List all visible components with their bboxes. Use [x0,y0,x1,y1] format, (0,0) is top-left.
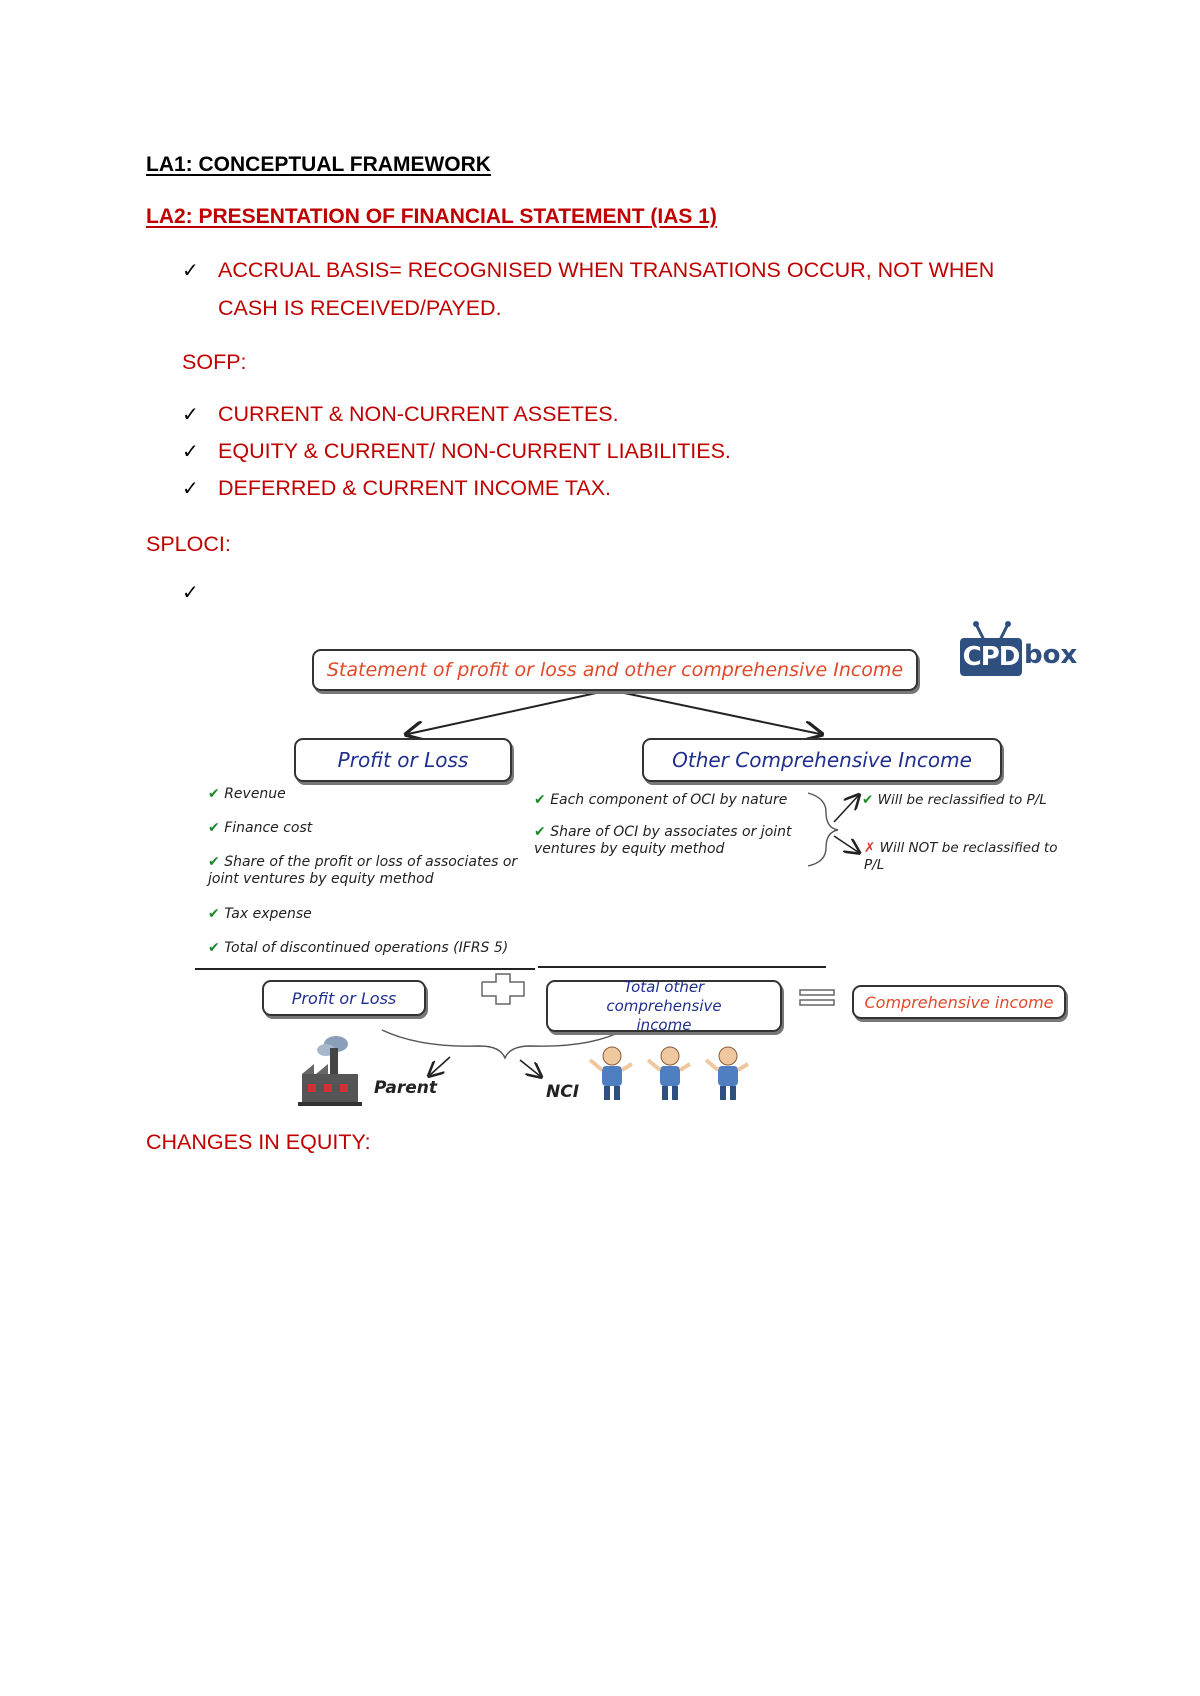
title-box: Statement of profit or loss and other comprehensive Income [312,649,918,691]
green-check-icon: ✔ [208,906,220,922]
pl-item: ✔ Share of the profit or loss of associates or joint ventures by equity method [208,854,518,887]
bottom-profit-or-loss-box: Profit or Loss [262,980,426,1016]
logo-cpd-text: CPD [960,638,1022,676]
accrual-line-1: ACCRUAL BASIS= RECOGNISED WHEN TRANSATIONS OCCUR, NOT WHEN [218,258,995,282]
green-check-icon: ✔ [208,786,220,802]
factory-icon [296,1034,362,1108]
pl-item: ✔ Total of discontinued operations (IFRS 5) [208,940,509,956]
accrual-line-2: CASH IS RECEIVED/PAYED. [218,296,502,320]
green-check-icon: ✔ [208,820,220,836]
sofp-item: EQUITY & CURRENT/ NON-CURRENT LIABILITIES. [218,439,731,463]
nci-label: NCI [546,1082,580,1102]
heading-la2: LA2: PRESENTATION OF FINANCIAL STATEMENT (IAS 1) [146,205,717,228]
sofp-item: DEFERRED & CURRENT INCOME TAX. [218,476,612,500]
checkmark-icon: ✓ [182,439,199,463]
green-check-icon: ✔ [534,824,546,840]
pl-item: ✔ Finance cost [208,820,313,836]
pl-item: ✔ Revenue [208,786,286,802]
changes-in-equity-label: CHANGES IN EQUITY: [146,1130,371,1154]
sofp-label: SOFP: [182,350,247,374]
sofp-item: CURRENT & NON-CURRENT ASSETES. [218,402,619,426]
green-check-icon: ✔ [208,854,220,870]
checkmark-icon: ✓ [182,402,199,426]
green-check-icon: ✔ [862,792,874,808]
red-cross-icon: ✗ [864,840,876,856]
oci-item: ✔ Each component of OCI by nature [534,792,788,808]
green-check-icon: ✔ [534,792,546,808]
sploci-label: SPLOCI: [146,532,231,556]
pl-item: ✔ Tax expense [208,906,312,922]
bottom-total-oci-box: Total other comprehensive income [546,980,782,1032]
reclass-yes: ✔ Will be reclassified to P/L [862,792,1047,808]
oci-box: Other Comprehensive Income [642,738,1002,782]
oci-item: ✔ Share of OCI by associates or joint ventures by equity method [534,824,792,857]
checkmark-icon: ✓ [182,476,199,500]
parent-label: Parent [374,1078,437,1098]
shareholders-icon [586,1042,766,1104]
comprehensive-income-box: Comprehensive income [852,985,1066,1019]
green-check-icon: ✔ [208,940,220,956]
heading-la1: LA1: CONCEPTUAL FRAMEWORK [146,153,491,176]
checkmark-icon: ✓ [182,580,199,604]
profit-or-loss-box: Profit or Loss [294,738,512,782]
checkmark-icon: ✓ [182,258,199,282]
reclass-no: ✗ Will NOT be reclassified to P/L [864,840,1058,873]
logo-box-text: box [1024,640,1078,670]
